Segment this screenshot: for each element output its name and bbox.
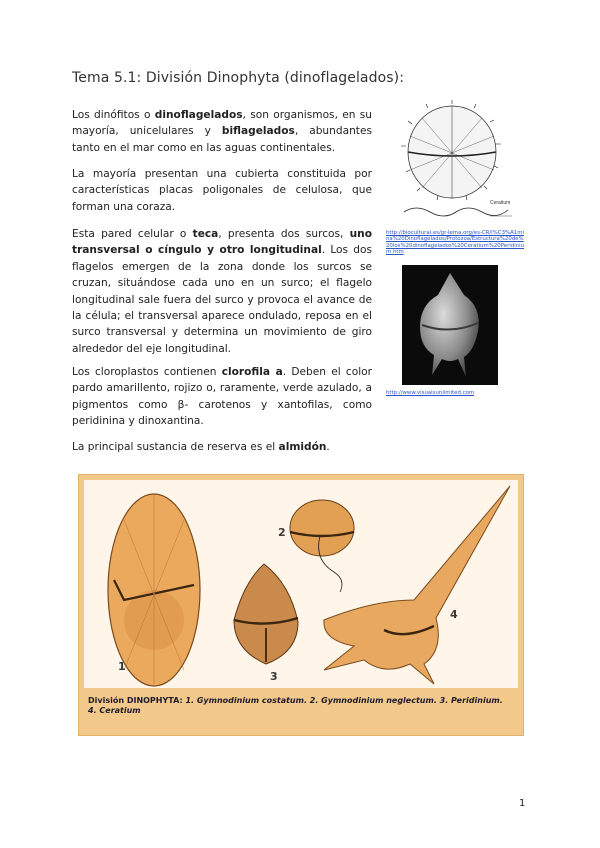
page-title: Tema 5.1: División Dinophyta (dinoflagelados):: [72, 70, 405, 86]
text: , presenta dos surcos,: [218, 228, 350, 240]
drawing-tag: Ceratium: [490, 200, 511, 206]
paragraph-intro: [72, 107, 372, 156]
bold-term: biflagelados: [221, 125, 295, 138]
gymnodinium-neglectum-figure: [290, 500, 354, 592]
text: , son organismos, en su mayoría, unicelulares y: [72, 109, 373, 138]
text: , abundantes tanto en el mar como en las aguas continentales.: [72, 125, 372, 154]
figure-source-link-2[interactable]: http://www.visualsunlimited.com: [386, 390, 475, 396]
peridinium-figure: [234, 564, 298, 664]
bold-term: teca: [192, 228, 219, 240]
figure-number-1: 1: [118, 660, 126, 673]
text: Los cloroplastos contienen: [72, 366, 222, 378]
bold-term: almidón: [278, 441, 327, 453]
figure-number-4: 4: [450, 608, 458, 621]
bold-term: uno transversal o cíngulo y otro longitudinal: [72, 228, 372, 257]
plate-figures: [84, 480, 518, 688]
peridinium-sem-icon: [402, 265, 498, 385]
plate-caption: [88, 696, 514, 716]
caption-items: 1. Gymnodinium costatum. 2. Gymnodinium neglectum. 3. Peridinium. 4. Ceratium: [88, 696, 503, 715]
illustration-plate: [78, 474, 524, 736]
text: Esta pared celular o: [72, 228, 193, 240]
text: Los dinófitos o: [72, 109, 155, 121]
paragraph-chloroplasts: [72, 364, 372, 430]
dinophyta-species-illustration: [84, 480, 518, 688]
page-number: 1: [519, 798, 526, 809]
text: . Los dos flagelos emergen de la zona donde los surcos se cruzan, situándose cada uno en un surco; el flagelo longitudinal sale fuera del surco y provoca el avance de la célula; el transversal aparece ondulado, reposa en el surco transversal y determina un movimiento de giro alrededor del eje longitudinal.: [72, 244, 373, 355]
caption-title: División DINOPHYTA:: [88, 696, 186, 705]
text: . Deben el color pardo amarillento, rojizo o, raramente, verde azulado, a pigmentos como β- carotenos y xantofilas, como peridinina y dinoxantina.: [72, 366, 372, 428]
ceratium-figure: [324, 486, 510, 684]
paragraph-reserve: [72, 439, 372, 455]
text: La principal sustancia de reserva es el: [72, 441, 279, 453]
figure-number-3: 3: [270, 670, 278, 683]
figure-number-2: 2: [278, 526, 286, 539]
text: .: [326, 441, 330, 453]
sem-micrograph: [402, 265, 498, 385]
dinoflagellate-drawing: [386, 100, 518, 228]
paragraph-cover: La mayoría presentan una cubierta constituida por características placas poligonales de celulosa, que forman una coraza.: [72, 168, 372, 213]
bold-term: dinoflagelados: [154, 109, 243, 121]
bold-term: clorofila a: [221, 366, 283, 378]
gymnodinium-costatum-figure: [108, 494, 200, 686]
paragraph-teca: [72, 226, 372, 357]
figure-source-link-1[interactable]: http://biocultural.es/gr-lema.org/es-CR/l%C3%A1mina%20Dinoflagelados/Protozoa/Estructura%20de%20los%20dinoflagelados%20Ceratium%20Peridinium.htm: [386, 230, 525, 256]
